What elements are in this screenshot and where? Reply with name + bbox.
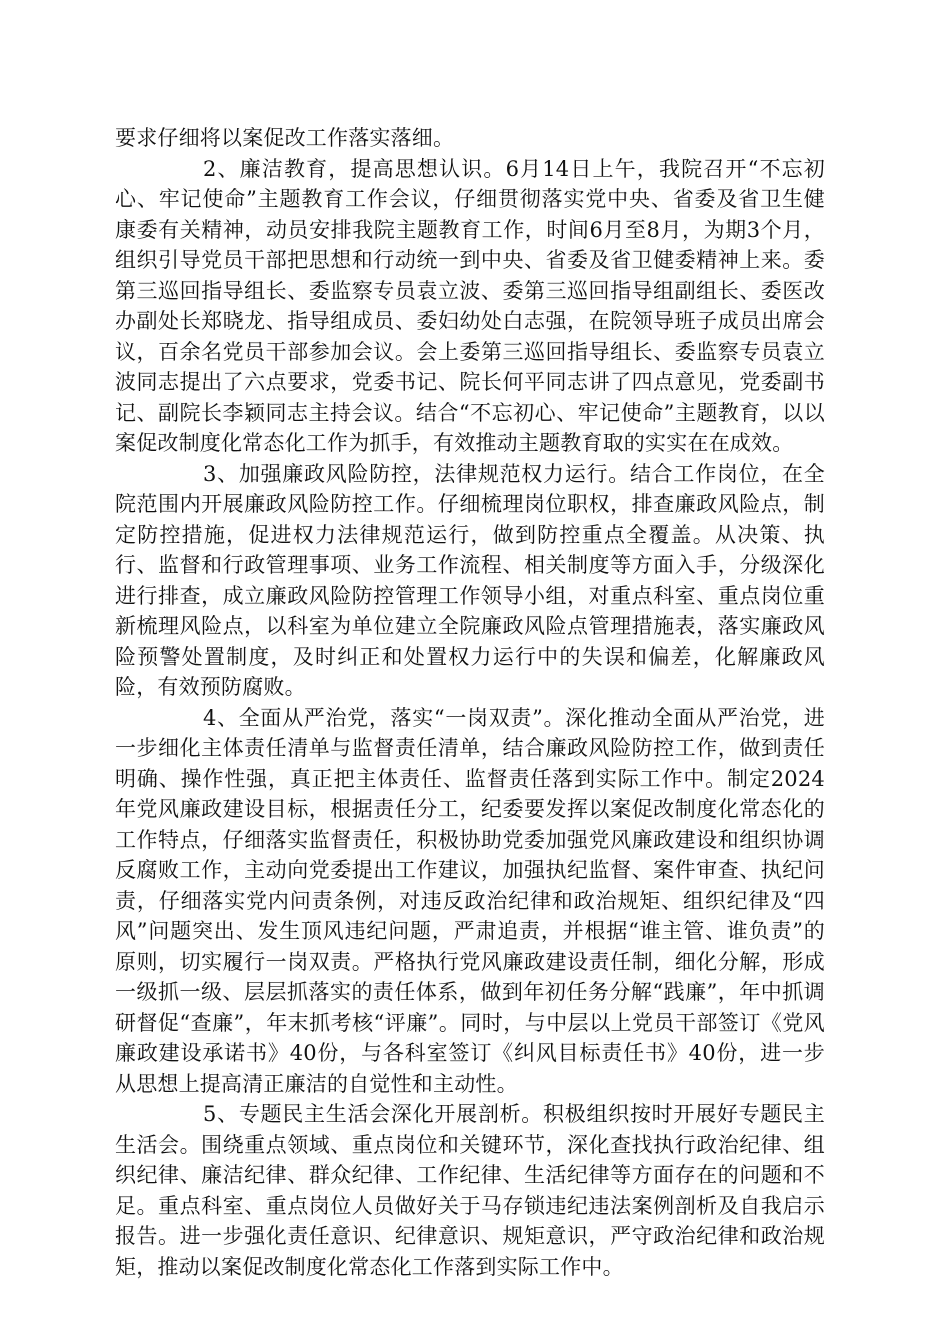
document-body: [115, 123, 825, 1282]
paragraph-continuation: 要求仔细将以案促改工作落实落细。: [115, 126, 455, 150]
paragraph-risk-control: 3、加强廉政风险防控，法律规范权力运行。结合工作岗位，在全院范围内开展廉政风险防控工作。仔细梳理岗位职权，排查廉政风险点，制定防控措施，促进权力法律规范运行，做到防控重点全覆盖。从决策、执行、监督和行政管理事项、业务工作流程、相关制度等方面入手，分级深化进行排查，成立廉政风险防控管理工作领导小组，对重点科室、重点岗位重新梳理风险点，以科室为单位建立全院廉政风险点管理措施表，落实廉政风险预警处置制度，及时纠正和处置权力运行中的失误和偏差，化解廉政风险，有效预防腐败。: [115, 461, 825, 699]
paragraph-party-governance: 4、全面从严治党，落实“一岗双责”。深化推动全面从严治党，进一步细化主体责任清单与监督责任清单，结合廉政风险防控工作，做到责任明确、操作性强，真正把主体责任、监督责任落到实际工作中。制定2024年党风廉政建设目标，根据责任分工，纪委要发挥以案促改制度化常态化的工作特点，仔细落实监督责任，积极协助党委加强党风廉政建设和组织协调反腐败工作，主动向党委提出工作建议，加强执纪监督、案件审查、执纪问责，仔细落实党内问责条例，对违反政治纪律和政治规矩、组织纪律及“四风”问题突出、发生顶风违纪问题，严肃追责，并根据“谁主管、谁负责”的原则，切实履行一岗双责。严格执行党风廉政建设责任制，细化分解，形成一级抓一级、层层抓落实的责任体系，做到年初任务分解“践廉”，年中抓调研督促“查廉”，年末抓考核“评廉”。同时，与中层以上党员干部签订《党风廉政建设承诺书》40份，与各科室签订《纠风目标责任书》40份，进一步从思想上提高清正廉洁的自觉性和主动性。: [115, 705, 825, 1096]
paragraph-integrity-education: 2、廉洁教育，提高思想认识。6月14日上午，我院召开“不忘初心、牢记使命”主题教育工作会议，仔细贯彻落实党中央、省委及省卫生健康委有关精神，动员安排我院主题教育工作，时间6月至8月，为期3个月，组织引导党员干部把思想和行动统一到中央、省委及省卫健委精神上来。委第三巡回指导组长、委监察专员袁立波、委第三巡回指导组副组长、委医改办副处长郑晓龙、指导组成员、委妇幼处白志强，在院领导班子成员出席会议，百余名党员干部参加会议。会上委第三巡回指导组长、委监察专员袁立波同志提出了六点要求，党委书记、院长何平同志讲了四点意见，党委副书记、副院长李颖同志主持会议。结合“不忘初心、牢记使命”主题教育，以以案促改制度化常态化工作为抓手，有效推动主题教育取的实实在在成效。: [115, 156, 825, 455]
paragraph-democratic-meeting: 5、专题民主生活会深化开展剖析。积极组织按时开展好专题民主生活会。围绕重点领域、重点岗位和关键环节，深化查找执行政治纪律、组织纪律、廉洁纪律、群众纪律、工作纪律、生活纪律等方面存在的问题和不足。重点科室、重点岗位人员做好关于马存锁违纪违法案例剖析及自我启示报告。进一步强化责任意识、纪律意识、规矩意识，严守政治纪律和政治规矩，推动以案促改制度化常态化工作落到实际工作中。: [115, 1102, 825, 1279]
